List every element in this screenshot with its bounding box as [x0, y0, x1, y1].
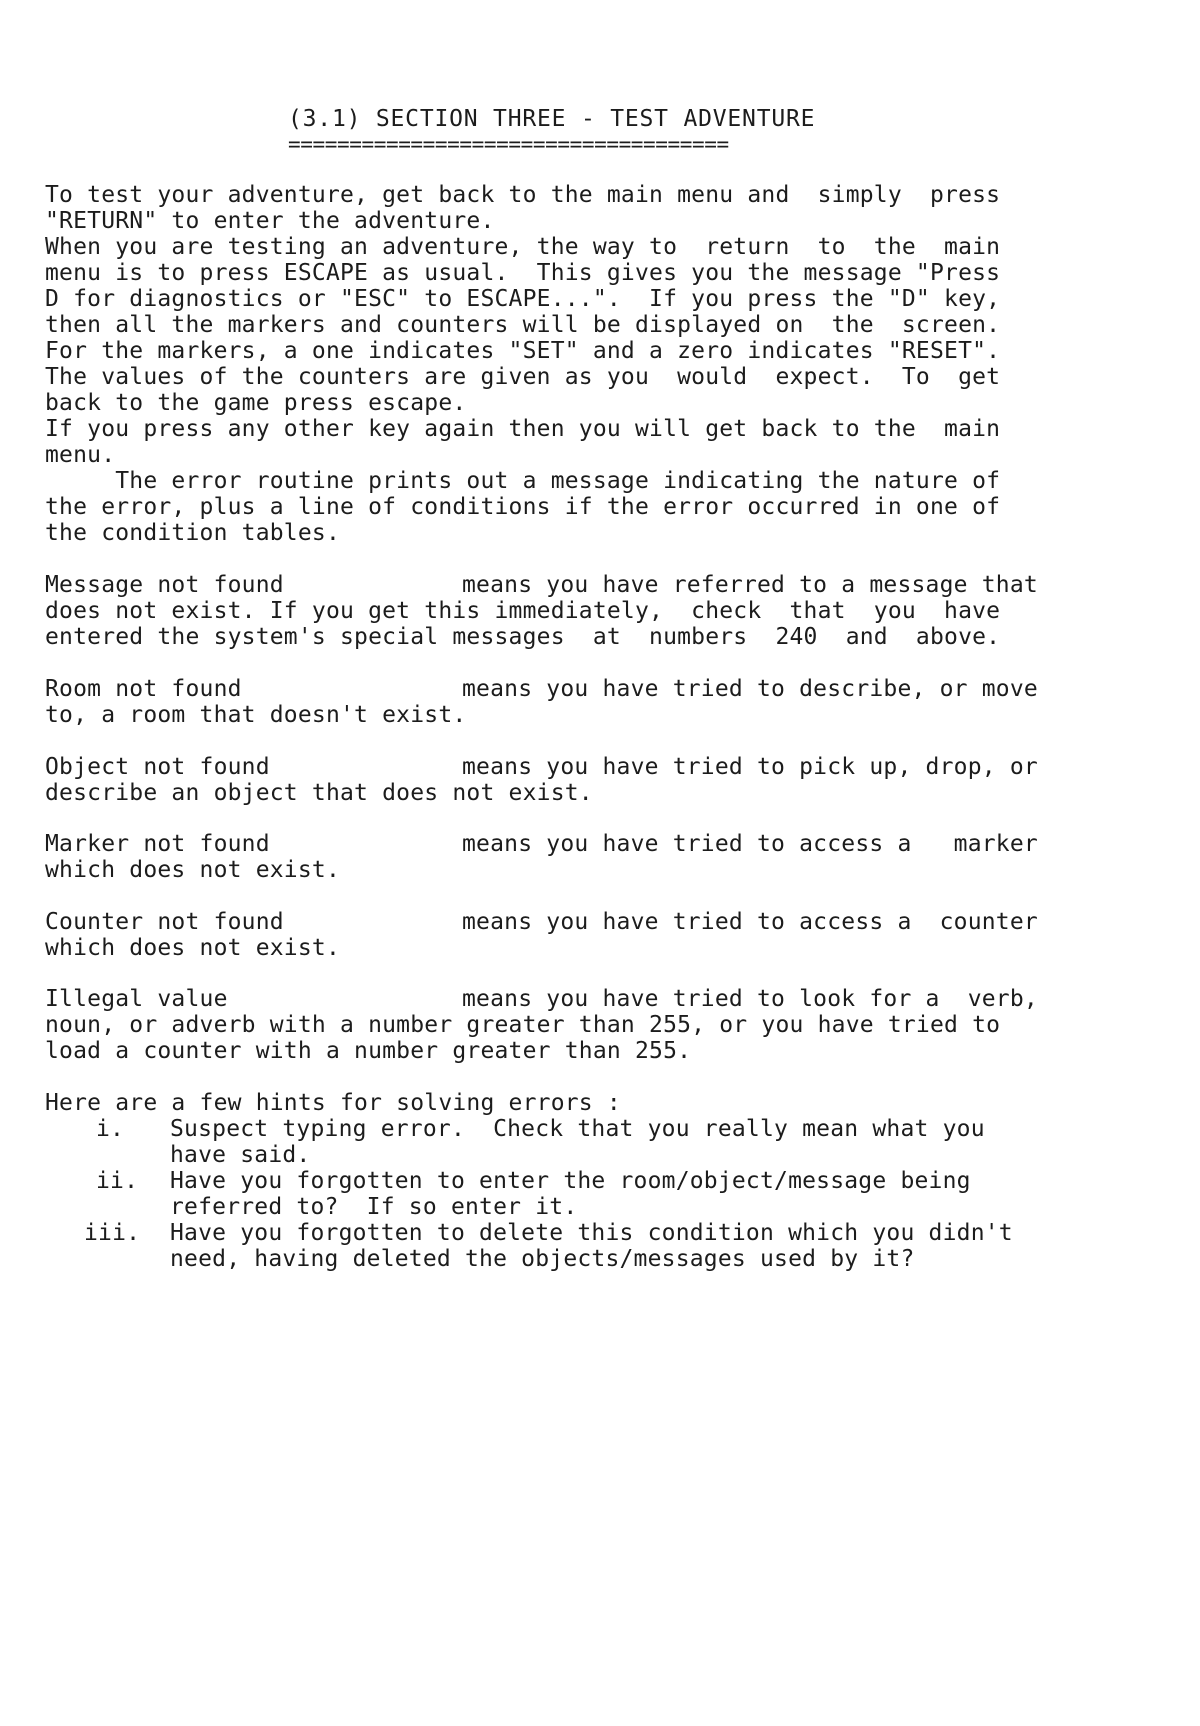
error-description-line: means you have tried to pick up, drop, or [462, 754, 1038, 780]
error-description-line: means you have tried to look for a verb, [462, 986, 1038, 1012]
error-name-message-not-found: Message not found [45, 572, 284, 598]
error-description-line: means you have tried to describe, or move [462, 676, 1038, 702]
hint-text-line: Suspect typing error. Check that you really mean what you [170, 1116, 985, 1142]
intro-line: the error, plus a line of conditions if the error occurred in one of [45, 494, 1001, 520]
intro-line: For the markers, a one indicates "SET" and a zero indicates "RESET". [45, 338, 1001, 364]
error-description-line: load a counter with a number greater than 255. [45, 1038, 692, 1064]
intro-line: then all the markers and counters will be displayed on the screen. [45, 312, 1001, 338]
intro-line: "RETURN" to enter the adventure. [45, 208, 495, 234]
error-description-line: which does not exist. [45, 935, 340, 961]
intro-line: When you are testing an adventure, the way to return to the main [45, 234, 1001, 260]
intro-line: menu. [45, 442, 116, 468]
error-name-counter-not-found: Counter not found [45, 909, 284, 935]
intro-line: menu is to press ESCAPE as usual. This gives you the message "Press [45, 260, 1001, 286]
error-description-line: does not exist. If you get this immediately, check that you have [45, 598, 1001, 624]
error-description-line: entered the system's special messages at numbers 240 and above. [45, 624, 1001, 650]
error-description-line: means you have referred to a message that [462, 572, 1038, 598]
error-description-line: to, a room that doesn't exist. [45, 702, 467, 728]
hint-text-line: Have you forgotten to delete this condition which you didn't [170, 1220, 1013, 1246]
error-description-line: which does not exist. [45, 857, 340, 883]
hint-numeral: iii. [84, 1220, 141, 1246]
error-description-line: noun, or adverb with a number greater than 255, or you have tried to [45, 1012, 1001, 1038]
hint-text-line: need, having deleted the objects/messages used by it? [170, 1246, 915, 1272]
error-description-line: means you have tried to access a counter [462, 909, 1038, 935]
error-name-room-not-found: Room not found [45, 676, 242, 702]
intro-line: If you press any other key again then you will get back to the main [45, 416, 1001, 442]
hint-text-line: have said. [170, 1142, 311, 1168]
intro-line: back to the game press escape. [45, 390, 467, 416]
error-name-illegal-value: Illegal value [45, 986, 228, 1012]
hint-text-line: Have you forgotten to enter the room/object/message being [170, 1168, 971, 1194]
section-title: (3.1) SECTION THREE - TEST ADVENTURE [288, 106, 816, 132]
hint-numeral: i. [96, 1116, 125, 1142]
title-underline: ==================================== [288, 132, 729, 156]
error-name-marker-not-found: Marker not found [45, 831, 270, 857]
hints-intro: Here are a few hints for solving errors : [45, 1090, 621, 1116]
error-name-object-not-found: Object not found [45, 754, 270, 780]
hint-numeral: ii. [96, 1168, 139, 1194]
hint-text-line: referred to? If so enter it. [170, 1194, 578, 1220]
intro-line: To test your adventure, get back to the main menu and simply press [45, 182, 1001, 208]
error-description-line: means you have tried to access a marker [462, 831, 1038, 857]
intro-line: D for diagnostics or "ESC" to ESCAPE...". If you press the "D" key, [45, 286, 1001, 312]
intro-line: The values of the counters are given as you would expect. To get [45, 364, 1001, 390]
error-description-line: describe an object that does not exist. [45, 780, 593, 806]
intro-line: the condition tables. [45, 520, 340, 546]
intro-line: The error routine prints out a message indicating the nature of [45, 468, 1001, 494]
